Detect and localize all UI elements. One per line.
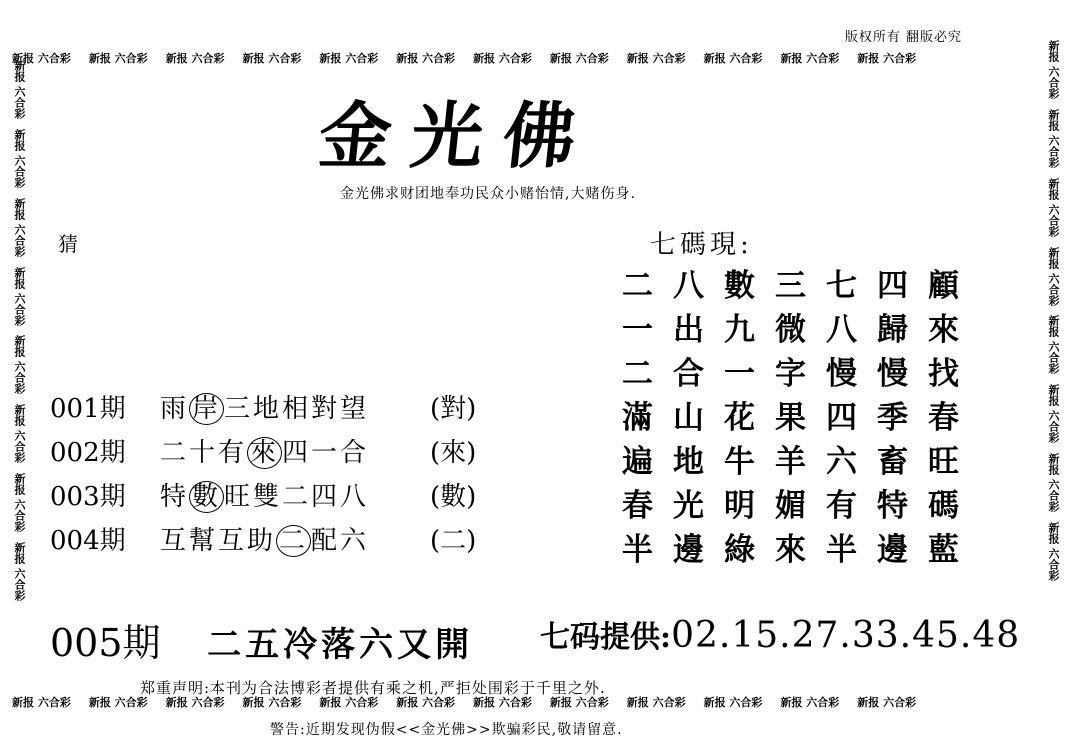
grid-cell: 一 [622, 312, 653, 348]
clue-circled: 數 [189, 481, 224, 513]
border-pattern: 新报 六合彩 [13, 404, 26, 464]
border-pattern: 新报 六合彩 [626, 696, 686, 709]
page-title: 金光佛 [314, 93, 600, 178]
grid-cell: 明 [724, 488, 755, 524]
seven-code-provide [540, 612, 1020, 656]
grid-row [612, 440, 969, 484]
grid-cell: 邊 [877, 532, 908, 568]
clue-after: 配六 [311, 525, 370, 556]
grid-cell: 藍 [928, 532, 959, 568]
border-pattern: 新报 六合彩 [857, 696, 917, 709]
grid-row [612, 308, 969, 352]
border-pattern: 新报 六合彩 [242, 52, 302, 65]
grid-cell: 三 [775, 268, 806, 304]
clue-after: 三地相對望 [224, 393, 370, 424]
disclaimer: 郑重声明:本刊为合法博彩者提供有乘之机,严拒处围彩于千里之外. [140, 679, 606, 697]
border-pattern: 新报 六合彩 [780, 52, 840, 65]
border-pattern: 新报 六合彩 [13, 128, 26, 188]
grid-cell: 季 [877, 400, 908, 436]
issue-answer: (二) [430, 525, 477, 556]
border-pattern: 新报 六合彩 [12, 696, 71, 709]
issue-005 [50, 612, 473, 667]
grid-cell: 果 [775, 400, 806, 436]
issue-clue [160, 476, 430, 513]
border-pattern: 新报 六合彩 [1047, 40, 1060, 99]
grid-cell: 二 [622, 356, 653, 392]
border-pattern: 新报 六合彩 [626, 52, 686, 65]
grid-cell: 字 [775, 356, 806, 392]
border-pattern: 新报 六合彩 [549, 696, 609, 709]
border-pattern: 新报 六合彩 [88, 696, 148, 709]
guess-label: 猜 [58, 232, 78, 256]
issue-row [50, 516, 490, 560]
border-pattern: 新报 六合彩 [780, 696, 840, 709]
clue-after: 旺雙二四八 [224, 481, 370, 512]
border-pattern: 新报 六合彩 [703, 696, 763, 709]
border-left [8, 60, 30, 690]
border-pattern: 新报 六合彩 [88, 52, 148, 65]
slogan: 金光佛求财团地奉功民众小赌怡情,大赌伤身. [340, 186, 636, 202]
issue-number: 002期 [50, 437, 126, 468]
grid-cell: 山 [673, 400, 704, 436]
grid-cell: 微 [775, 312, 806, 348]
grid-row [612, 264, 969, 308]
grid-cell: 數 [724, 268, 755, 304]
grid-cell: 顧 [928, 268, 959, 304]
grid-cell: 媚 [775, 488, 806, 524]
grid-cell: 半 [622, 532, 653, 568]
grid-cell: 有 [826, 488, 857, 524]
grid-cell: 綠 [724, 532, 755, 568]
clue-after: 四一合 [282, 437, 370, 468]
copyright-notice: 版权所有 翻版必究 [844, 30, 962, 45]
clue-before: 特 [160, 481, 190, 512]
border-pattern: 新报 六合彩 [1047, 246, 1060, 306]
grid-cell: 畜 [877, 444, 908, 480]
border-pattern: 新报 六合彩 [165, 696, 225, 709]
grid-cell: 七 [826, 268, 857, 304]
border-pattern: 新报 六合彩 [473, 696, 532, 709]
issue-row [50, 384, 490, 428]
grid-cell: 合 [673, 356, 704, 392]
grid-cell: 慢 [877, 356, 908, 392]
border-pattern: 新报 六合彩 [13, 541, 26, 601]
border-pattern: 新报 六合彩 [12, 52, 71, 65]
grid-cell: 四 [826, 400, 857, 436]
clue-circled: 岸 [189, 393, 224, 425]
border-pattern: 新报 六合彩 [13, 335, 26, 395]
grid-cell: 六 [826, 444, 857, 480]
issue-row [50, 428, 490, 472]
issue-clue [160, 388, 430, 425]
grid-cell: 遍 [622, 444, 653, 480]
grid-cell: 特 [877, 488, 908, 524]
grid-cell: 滿 [622, 400, 653, 436]
issue-005-number: 005期 [50, 621, 161, 665]
grid-cell: 來 [775, 532, 806, 568]
clue-before: 二十有 [160, 437, 248, 468]
border-pattern: 新报 六合彩 [13, 197, 26, 257]
grid-row [612, 528, 969, 572]
grid-cell: 來 [928, 312, 959, 348]
border-pattern: 新报 六合彩 [1047, 108, 1060, 168]
grid-cell: 春 [928, 400, 959, 436]
border-pattern: 新报 六合彩 [1047, 521, 1060, 581]
grid-cell: 一 [724, 356, 755, 392]
issue-005-text: 二五冷落六又開 [207, 625, 474, 665]
border-pattern: 新报 六合彩 [396, 52, 456, 65]
grid-cell: 找 [928, 356, 959, 392]
issue-clue [160, 520, 430, 557]
issue-number: 003期 [50, 481, 126, 512]
issue-answer: (對) [430, 393, 477, 424]
clue-before: 雨 [160, 393, 190, 424]
border-pattern: 新报 六合彩 [857, 52, 917, 65]
grid-cell: 旺 [928, 444, 959, 480]
clue-circled: 來 [247, 437, 282, 469]
border-pattern: 新报 六合彩 [319, 696, 379, 709]
grid-cell: 碼 [928, 488, 959, 524]
border-pattern: 新报 六合彩 [13, 60, 26, 119]
issue-number: 004期 [50, 525, 126, 556]
border-pattern: 新报 六合彩 [1047, 315, 1060, 375]
grid-cell: 邊 [673, 532, 704, 568]
border-pattern: 新报 六合彩 [549, 52, 609, 65]
issue-answer: (數) [430, 481, 477, 512]
border-pattern: 新报 六合彩 [396, 696, 456, 709]
warning: 警告:近期发现伪假<<金光佛>>欺骗彩民,敬请留意. [270, 722, 623, 738]
issue-row [50, 472, 490, 516]
issue-list [50, 384, 490, 560]
grid-cell: 半 [826, 532, 857, 568]
border-top [12, 50, 1057, 66]
grid-cell: 花 [724, 400, 755, 436]
grid-cell: 八 [826, 312, 857, 348]
grid-cell: 歸 [877, 312, 908, 348]
grid-row [612, 352, 969, 396]
provide-numbers: 02.15.27.33.45.48 [671, 615, 1021, 656]
issue-number: 001期 [50, 393, 126, 424]
grid-row [612, 484, 969, 528]
border-pattern: 新报 六合彩 [473, 52, 532, 65]
grid-cell: 光 [673, 488, 704, 524]
grid-cell: 羊 [775, 444, 806, 480]
grid-cell: 九 [724, 312, 755, 348]
border-pattern: 新报 六合彩 [319, 52, 379, 65]
seven-code-grid [612, 264, 969, 572]
grid-cell: 出 [673, 312, 704, 348]
border-pattern: 新报 六合彩 [1047, 177, 1060, 237]
grid-cell: 地 [673, 444, 704, 480]
provide-label: 七码提供: [540, 620, 672, 655]
border-pattern: 新报 六合彩 [1047, 453, 1060, 512]
clue-before: 互幫互助 [160, 525, 277, 556]
border-pattern: 新报 六合彩 [13, 473, 26, 532]
issue-clue [160, 432, 430, 469]
grid-row [612, 396, 969, 440]
border-pattern: 新报 六合彩 [703, 52, 763, 65]
issue-answer: (來) [430, 437, 477, 468]
border-pattern: 新报 六合彩 [1047, 384, 1060, 444]
seven-code-header: 七碼現: [650, 230, 753, 260]
border-right [1038, 40, 1068, 700]
grid-cell: 二 [622, 268, 653, 304]
grid-cell: 八 [673, 268, 704, 304]
border-pattern: 新报 六合彩 [165, 52, 225, 65]
grid-cell: 慢 [826, 356, 857, 392]
clue-circled: 二 [276, 525, 311, 557]
border-pattern: 新报 六合彩 [242, 696, 302, 709]
grid-cell: 春 [622, 488, 653, 524]
border-pattern: 新报 六合彩 [13, 266, 26, 326]
grid-cell: 牛 [724, 444, 755, 480]
grid-cell: 四 [877, 268, 908, 304]
